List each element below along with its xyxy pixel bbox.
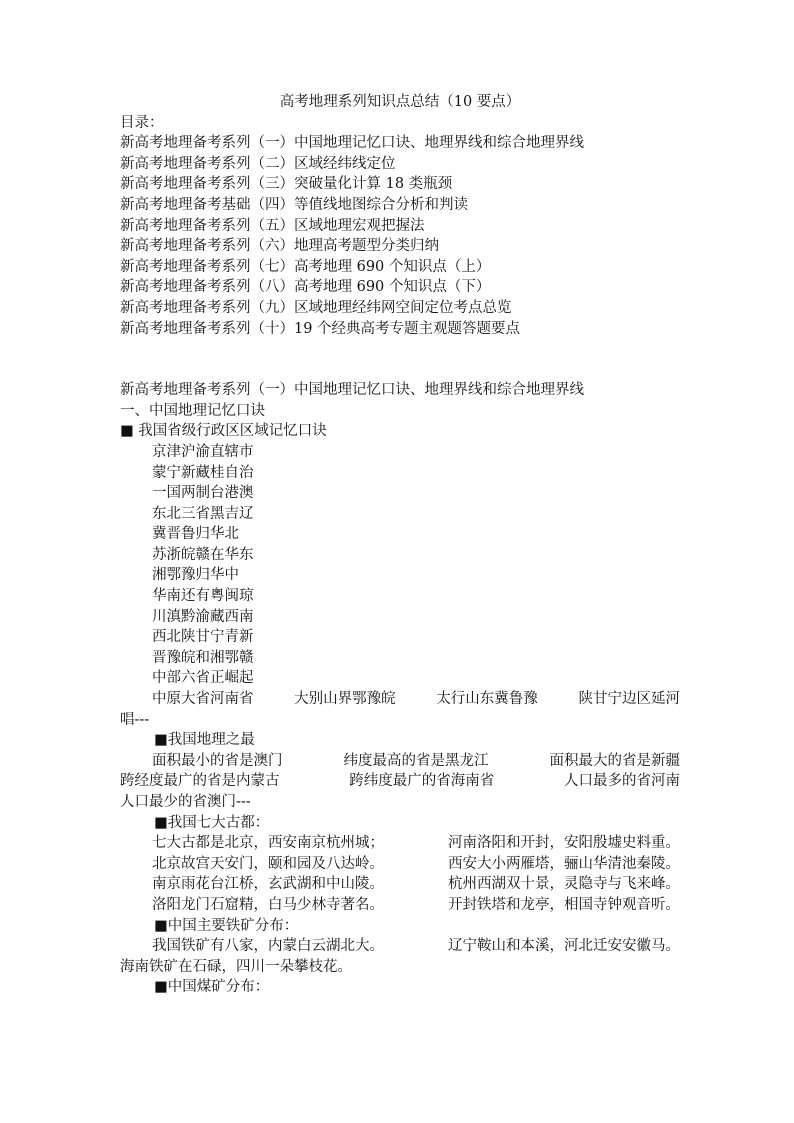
fact-line (120, 751, 680, 772)
capital-phrase: 西安大小两雁塔，骊山华清池秦陵。 (448, 855, 680, 872)
iron-line (120, 936, 680, 957)
subsection-heading: 一、中国地理记忆口诀 (120, 402, 265, 419)
block-title: ■ 我国省级行政区区域记忆口诀 (120, 423, 327, 440)
section-heading: 新高考地理备考系列（一）中国地理记忆口诀、地理界线和综合地理界线 (120, 382, 584, 399)
capital-line (120, 874, 680, 895)
toc-item: 新高考地理备考系列（二）区域经纬线定位 (120, 155, 396, 172)
capital-phrase: 北京故宫天安门，颐和园及八达岭。 (152, 855, 384, 872)
mnemonic-line: 苏浙皖赣在华东 (152, 546, 254, 563)
mnemonic-phrase: 中原大省河南省 (152, 691, 254, 708)
mnemonic-line: 蒙宁新藏桂自治 (152, 464, 254, 481)
toc-item: 新高考地理备考系列（五）区域地理宏观把握法 (120, 217, 425, 234)
capital-line (120, 895, 680, 916)
mnemonic-line: 冀晋鲁归华北 (152, 526, 239, 543)
capital-phrase: 河南洛阳和开封，安阳殷墟史料重。 (448, 835, 680, 852)
toc-item: 新高考地理备考系列（三）突破量化计算 18 类瓶颈 (120, 176, 453, 193)
fact-phrase: 面积最大的省是新疆 (549, 752, 680, 769)
toc-item: 新高考地理备考系列（八）高考地理 690 个知识点（下） (120, 279, 491, 296)
toc-heading: 目录： (120, 114, 164, 131)
fact-phrase: 纬度最高的省是黑龙江 (343, 752, 489, 769)
fact-phrase: 跨纬度最广的省海南省 (349, 773, 495, 790)
fact-line: 人口最少的省澳门--- (120, 794, 251, 810)
mnemonic-line: 晋豫皖和湘鄂赣 (152, 649, 254, 666)
block-title: ■我国地理之最 (154, 732, 255, 749)
capital-phrase: 洛阳龙门石窟精，白马少林寺著名。 (152, 896, 384, 913)
mnemonic-line-wrap: 唱--- (120, 711, 150, 728)
capital-line (120, 854, 680, 875)
iron-phrase: 辽宁鞍山和本溪，河北迁安安徽马。 (448, 938, 680, 955)
iron-line: 海南铁矿在石碌，四川一朵攀枝花。 (120, 958, 352, 975)
mnemonic-line: 湘鄂豫归华中 (152, 567, 239, 584)
capital-phrase: 南京雨花台江桥，玄武湖和中山陵。 (152, 876, 384, 893)
capital-line (120, 833, 680, 854)
mnemonic-line: 中部六省正崛起 (152, 670, 254, 687)
mnemonic-line (120, 689, 680, 710)
document-title: 高考地理系列知识点总结（10 要点） (279, 94, 521, 110)
mnemonic-phrase: 大别山界鄂豫皖 (294, 691, 396, 708)
mnemonic-line: 一国两制台港澳 (152, 485, 254, 502)
document-page (120, 92, 680, 998)
block-title: ■中国主要铁矿分布： (154, 917, 299, 934)
mnemonic-phrase: 太行山东冀鲁豫 (436, 691, 538, 708)
capital-phrase: 杭州西湖双十景，灵隐寺与飞来峰。 (448, 876, 680, 893)
mnemonic-line: 京津沪渝直辖市 (152, 443, 254, 460)
fact-line (120, 771, 680, 792)
block-title: ■中国煤矿分布： (154, 979, 270, 996)
mnemonic-line: 华南还有粤闽琼 (152, 588, 254, 605)
fact-phrase: 跨经度最广的省是内蒙古 (120, 773, 280, 790)
fact-phrase: 面积最小的省是澳门 (152, 752, 283, 769)
iron-phrase: 我国铁矿有八家，内蒙白云湖北大。 (152, 938, 384, 955)
toc-item: 新高考地理备考系列（十）19 个经典高考专题主观题答题要点 (120, 320, 521, 337)
mnemonic-line: 西北陕甘宁青新 (152, 629, 254, 646)
toc-item: 新高考地理备考系列（六）地理高考题型分类归纳 (120, 238, 439, 255)
mnemonic-line: 川滇黔渝藏西南 (152, 608, 254, 625)
block-title: ■我国七大古都： (154, 814, 270, 831)
capital-phrase: 七大古都是北京，西安南京杭州城； (152, 835, 384, 852)
toc-item: 新高考地理备考系列（七）高考地理 690 个知识点（上） (120, 258, 491, 275)
mnemonic-line: 东北三省黑吉辽 (152, 505, 254, 522)
fact-phrase: 人口最多的省河南 (564, 773, 680, 790)
capital-phrase: 开封铁塔和龙亭，相国寺钟观音听。 (448, 896, 680, 913)
toc-item: 新高考地理备考基础（四）等值线地图综合分析和判读 (120, 196, 468, 213)
toc-item: 新高考地理备考系列（一）中国地理记忆口诀、地理界线和综合地理界线 (120, 135, 584, 152)
mnemonic-phrase: 陕甘宁边区延河 (578, 691, 680, 708)
toc-item: 新高考地理备考系列（九）区域地理经纬网空间定位考点总览 (120, 299, 512, 316)
spacer (120, 339, 680, 380)
